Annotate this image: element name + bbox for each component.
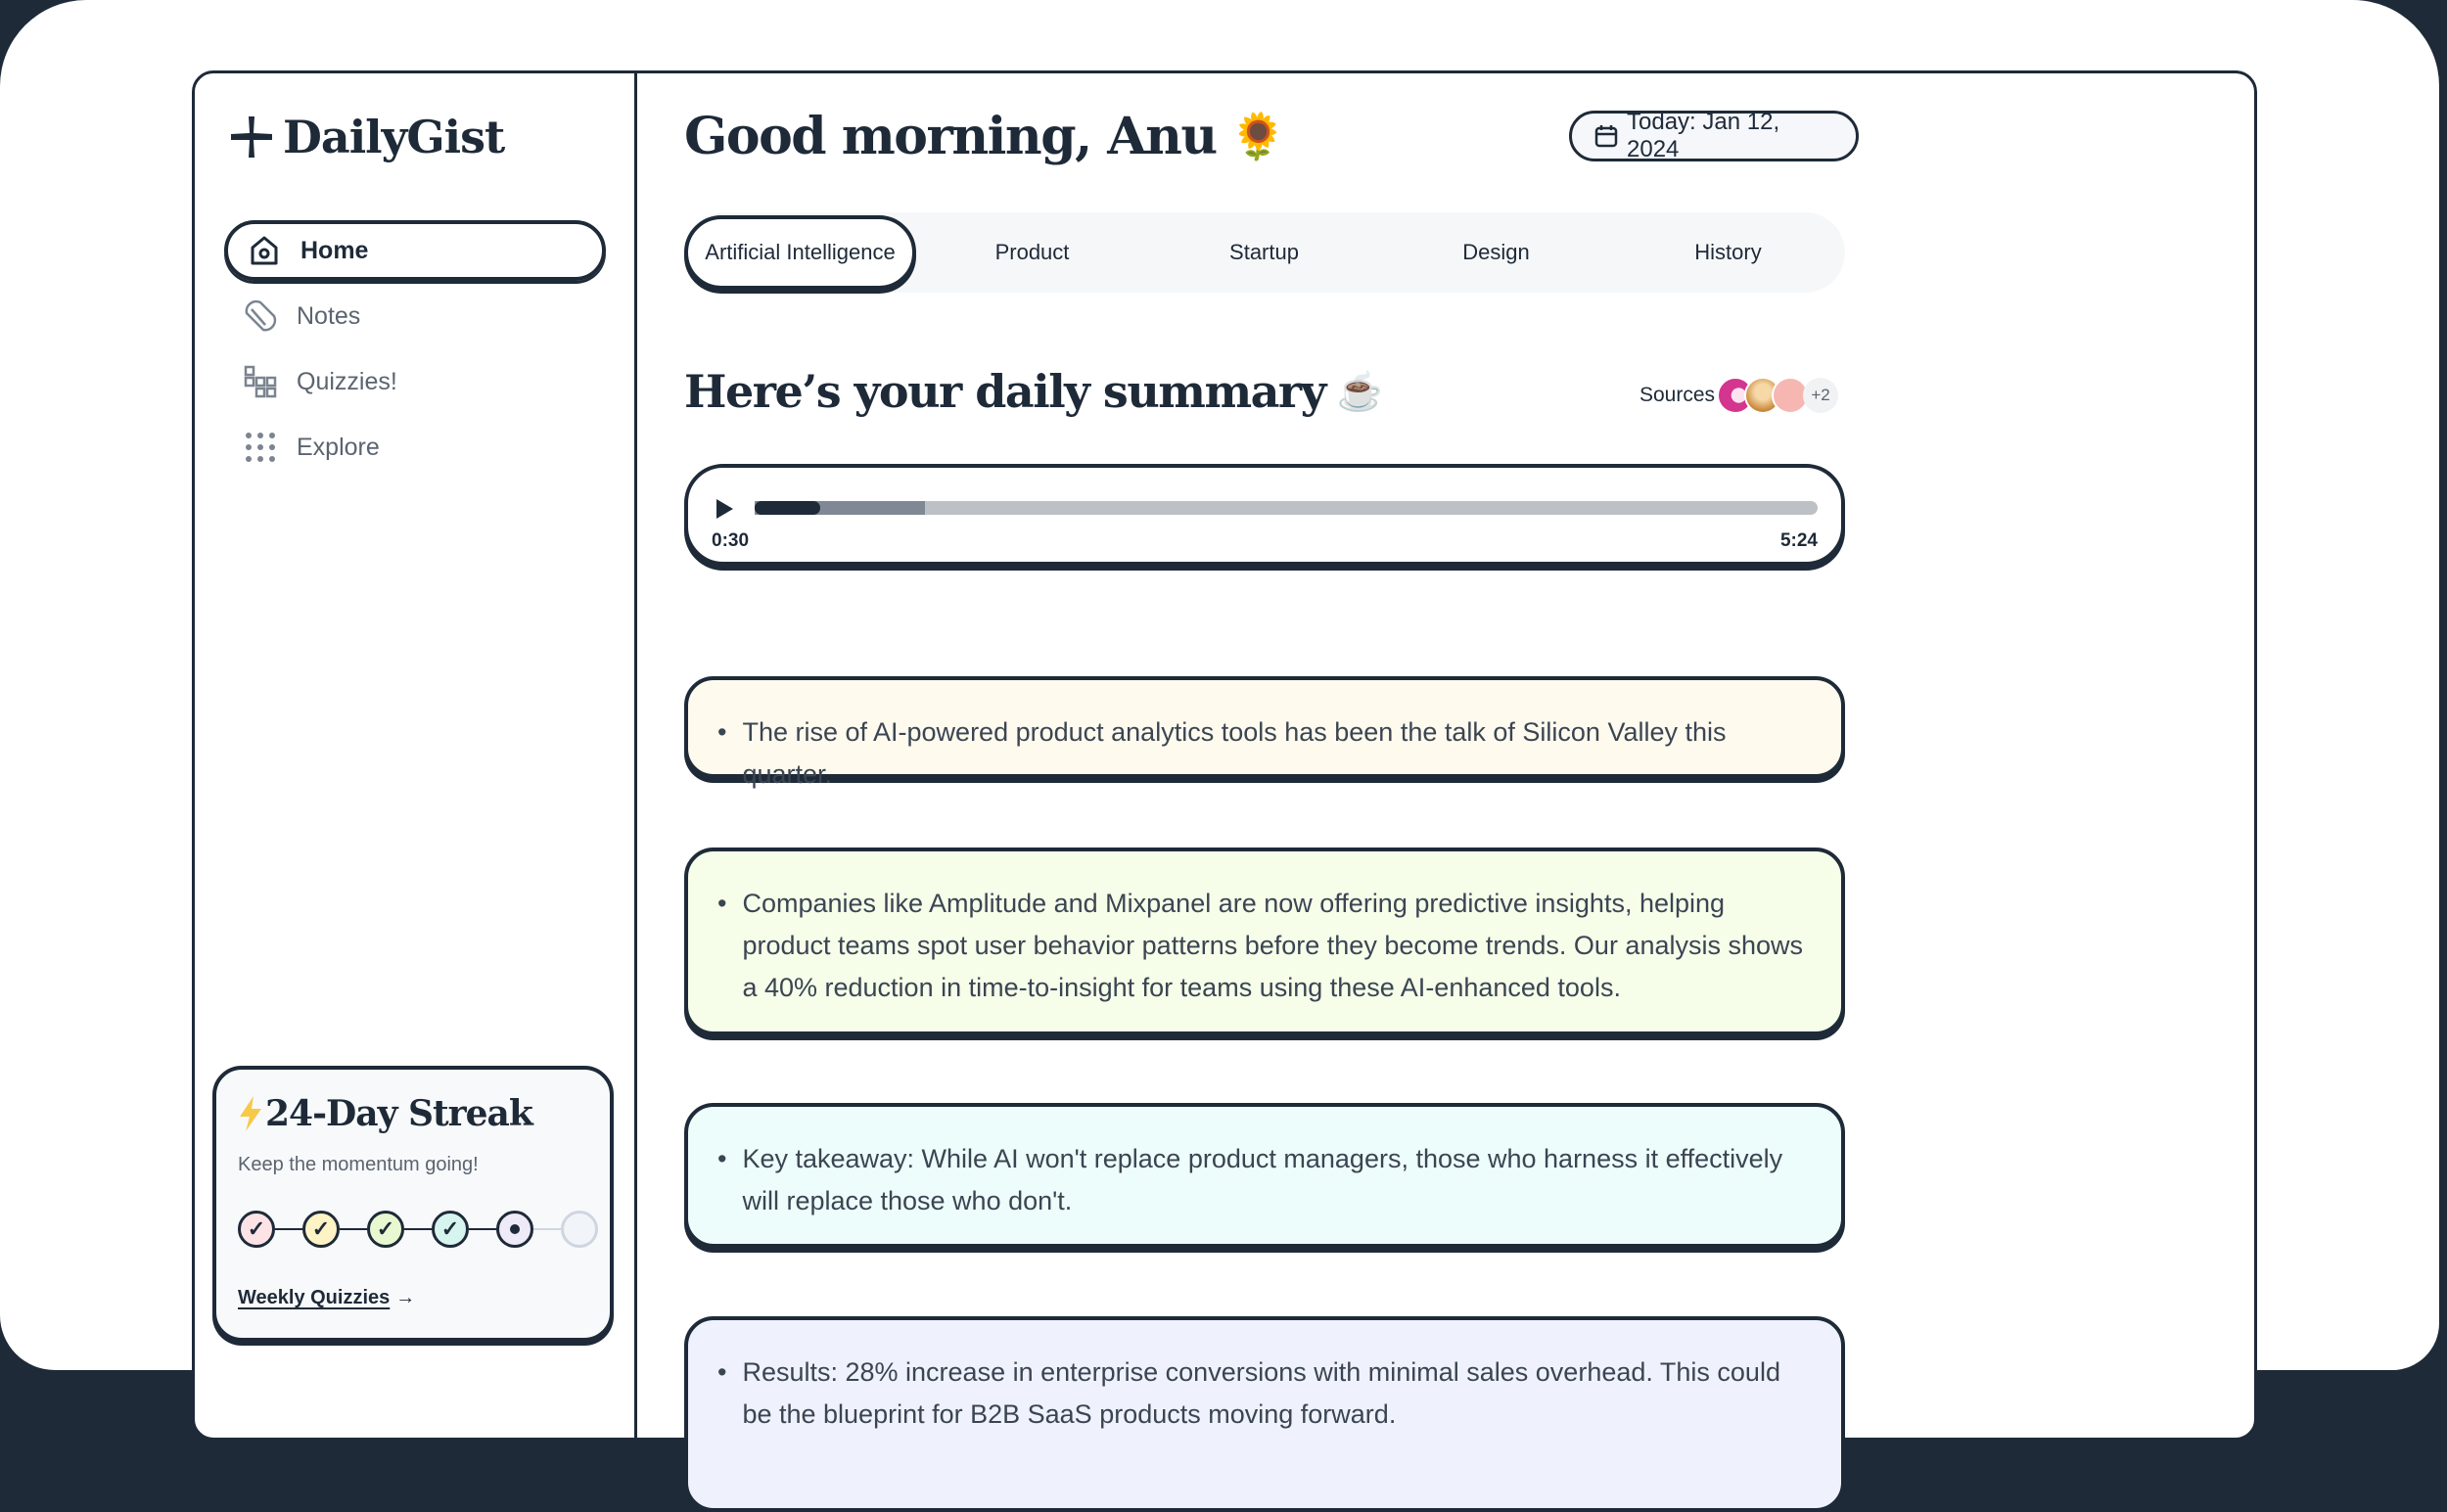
plus-logo-icon (228, 114, 275, 160)
calendar-icon (1593, 123, 1619, 149)
sidebar-item-notes[interactable] (224, 286, 606, 346)
sunflower-icon: 🌻 (1229, 110, 1285, 162)
weekly-quizzies-link[interactable]: Weekly Quizzies → (238, 1287, 416, 1308)
sidebar-nav (224, 220, 606, 482)
logo[interactable] (228, 111, 504, 163)
sources-more: +2 (1803, 378, 1838, 413)
audio-played (755, 501, 820, 515)
app-name: DailyGist (283, 111, 505, 163)
grid-icon (244, 431, 277, 464)
streak-connector (275, 1228, 302, 1230)
sidebar-item-label: Quizzies! (297, 367, 397, 395)
audio-player (684, 464, 1845, 566)
sidebar (195, 73, 637, 1443)
streak-day-done: ✓ (238, 1211, 275, 1248)
sidebar-item-label: Home (300, 236, 369, 264)
tab-product[interactable]: Product (994, 240, 1070, 264)
summary-text: • The rise of AI-powered product analytics tools has been the talk of Silicon Valley this quarter. (717, 711, 1812, 796)
play-icon[interactable] (714, 497, 735, 521)
sidebar-item-label: Explore (297, 433, 380, 461)
streak-subtitle: Keep the momentum going! (238, 1154, 479, 1175)
total-time: 5:24 (1779, 530, 1818, 551)
tab-startup[interactable]: Startup (1229, 240, 1299, 264)
sidebar-item-quizzies[interactable] (224, 351, 606, 412)
streak-card (212, 1066, 614, 1342)
streak-connector (469, 1228, 496, 1230)
page-title: Good morning, Anu 🌻 (684, 107, 1285, 166)
quiz-icon (244, 365, 277, 398)
streak-title: 24-Day Streak (236, 1093, 532, 1134)
tab-design[interactable]: Design (1462, 240, 1530, 264)
summary-text: • Companies like Amplitude and Mixpanel are now offering predictive insights, helping product teams spot user behavior patterns before they become trends. Our analysis shows a 40% reduction in time-to-insight for teams using these AI-enhanced tools. (717, 883, 1812, 1009)
current-time: 0:30 (712, 530, 750, 551)
streak-day-future (561, 1211, 598, 1248)
streak-connector (340, 1228, 367, 1230)
audio-progress-bar[interactable] (755, 501, 1818, 515)
streak-day-current (496, 1211, 533, 1248)
summary-card (684, 1316, 1845, 1512)
main-content (684, 73, 1859, 1443)
streak-connector (404, 1228, 432, 1230)
sidebar-item-label: Notes (297, 301, 361, 330)
sources[interactable] (1639, 377, 1838, 414)
lightning-icon (236, 1094, 265, 1133)
summary-text: • Results: 28% increase in enterprise conversions with minimal sales overhead. This could be the blueprint for B2B SaaS products moving forward. (717, 1352, 1812, 1436)
coffee-icon: ☕ (1336, 369, 1382, 413)
summary-text: • Key takeaway: While AI won't replace product managers, those who harness it effectively will replace those who don't. (717, 1138, 1812, 1222)
summary-card (684, 1103, 1845, 1248)
sources-label: Sources (1639, 384, 1716, 406)
sidebar-item-explore[interactable] (224, 417, 606, 478)
app-panel (192, 70, 2257, 1441)
summary-title: Here’s your daily summary ☕ (684, 365, 1382, 418)
streak-day-done: ✓ (302, 1211, 340, 1248)
streak-connector (533, 1228, 561, 1230)
topic-tabs (684, 212, 1845, 293)
summary-card (684, 848, 1845, 1035)
arrow-right-icon: → (395, 1287, 416, 1308)
notes-icon (244, 299, 277, 333)
home-icon (248, 234, 281, 267)
date-chip[interactable]: Today: Jan 12, 2024 (1569, 111, 1859, 161)
streak-day-done: ✓ (367, 1211, 404, 1248)
tab-artificial-intelligence[interactable]: Artificial Intelligence (684, 215, 916, 290)
streak-day-done: ✓ (432, 1211, 469, 1248)
tab-history[interactable]: History (1694, 240, 1762, 264)
streak-days (238, 1211, 598, 1248)
sidebar-item-home[interactable] (224, 220, 606, 281)
summary-card (684, 676, 1845, 789)
